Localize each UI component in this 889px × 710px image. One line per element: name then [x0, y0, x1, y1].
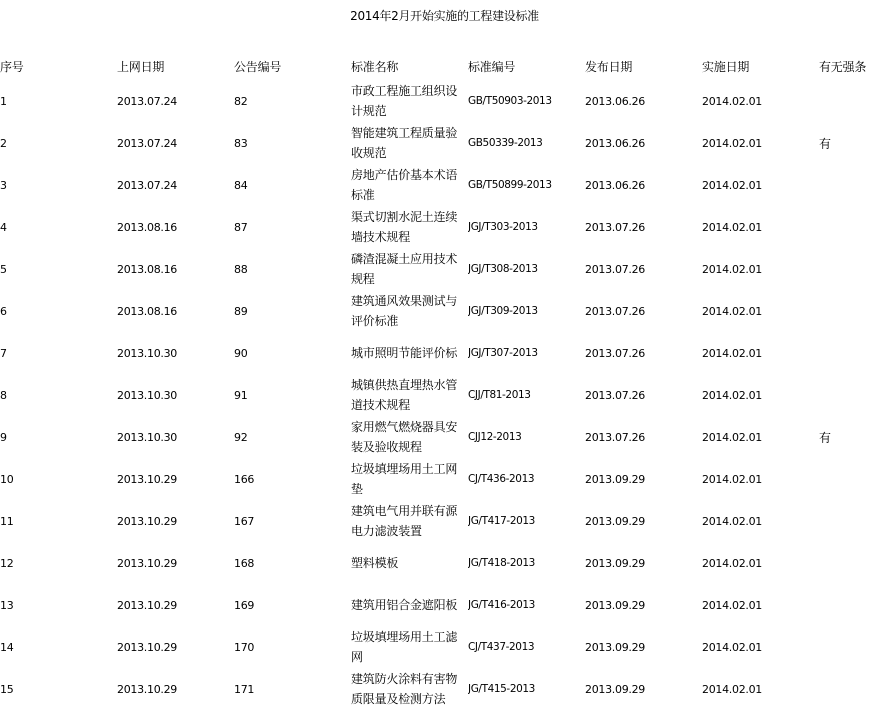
publish-date-cell: 2013.09.29: [585, 514, 645, 528]
mandatory-cell: [819, 458, 885, 500]
table-row: [0, 374, 885, 416]
effective-date-cell: 2014.02.01: [702, 514, 762, 528]
announcement-cell: 91: [234, 388, 248, 402]
mandatory-cell: 有: [819, 136, 831, 151]
table-row: [0, 248, 885, 290]
seq-cell: 4: [0, 220, 7, 234]
effective-date-cell: 2014.02.01: [702, 682, 762, 696]
online-date-cell: 2013.10.29: [117, 682, 177, 696]
publish-date-cell: 2013.07.26: [585, 430, 645, 444]
publish-date-cell: 2013.07.26: [585, 220, 645, 234]
table-row: [0, 500, 885, 542]
standard-name-cell: 市政工程施工组织设计规范: [351, 84, 458, 118]
effective-date-cell: 2014.02.01: [702, 220, 762, 234]
publish-date-cell: 2013.07.26: [585, 262, 645, 276]
standard-name-cell: 智能建筑工程质量验收规范: [351, 126, 458, 160]
standard-name-cell: 建筑通风效果测试与评价标准: [351, 294, 458, 328]
online-date-cell: 2013.10.29: [117, 514, 177, 528]
mandatory-cell: [819, 626, 885, 668]
table-row: [0, 164, 885, 206]
seq-cell: 7: [0, 346, 7, 360]
online-date-cell: 2013.10.29: [117, 556, 177, 570]
mandatory-cell: [819, 542, 885, 584]
standard-code-cell: CJ/T437-2013: [468, 641, 535, 653]
seq-cell: 15: [0, 682, 14, 696]
publish-date-cell: 2013.09.29: [585, 598, 645, 612]
standard-name-cell: 建筑防火涂料有害物质限量及检测方法: [351, 672, 458, 706]
standard-code-cell: CJJ/T81-2013: [468, 389, 531, 401]
seq-cell: 10: [0, 472, 14, 486]
seq-cell: 3: [0, 178, 7, 192]
mandatory-cell: 有: [819, 430, 831, 445]
online-date-cell: 2013.08.16: [117, 220, 177, 234]
effective-date-cell: 2014.02.01: [702, 430, 762, 444]
header-announcement: 公告编号: [234, 59, 282, 74]
mandatory-cell: [819, 206, 885, 248]
standards-table: [0, 52, 885, 710]
effective-date-cell: 2014.02.01: [702, 178, 762, 192]
mandatory-cell: [819, 584, 885, 626]
table-row: [0, 80, 885, 122]
seq-cell: 14: [0, 640, 14, 654]
standard-name-cell: 塑料模板: [351, 556, 399, 570]
standard-name-cell: 家用燃气燃烧器具安装及验收规程: [351, 420, 458, 454]
effective-date-cell: 2014.02.01: [702, 640, 762, 654]
announcement-cell: 83: [234, 136, 248, 150]
page-title: 2014年2月开始实施的工程建设标准: [350, 9, 539, 23]
effective-date-cell: 2014.02.01: [702, 136, 762, 150]
effective-date-cell: 2014.02.01: [702, 556, 762, 570]
table-row: [0, 290, 885, 332]
online-date-cell: 2013.10.29: [117, 640, 177, 654]
publish-date-cell: 2013.09.29: [585, 472, 645, 486]
seq-cell: 5: [0, 262, 7, 276]
seq-cell: 8: [0, 388, 7, 402]
seq-cell: 6: [0, 304, 7, 318]
announcement-cell: 170: [234, 640, 255, 654]
publish-date-cell: 2013.09.29: [585, 556, 645, 570]
announcement-cell: 169: [234, 598, 255, 612]
online-date-cell: 2013.10.30: [117, 430, 177, 444]
effective-date-cell: 2014.02.01: [702, 304, 762, 318]
standard-code-cell: JGJ/T307-2013: [468, 347, 538, 359]
header-mandatory: 有无强条: [819, 59, 867, 74]
table-row: [0, 542, 885, 584]
announcement-cell: 171: [234, 682, 255, 696]
table-row: [0, 584, 885, 626]
mandatory-cell: [819, 80, 885, 122]
standard-name-cell: 城市照明节能评价标: [351, 346, 458, 360]
mandatory-cell: [819, 290, 885, 332]
seq-cell: 1: [0, 94, 7, 108]
standard-code-cell: JGJ/T308-2013: [468, 263, 538, 275]
standard-name-cell: 垃圾填埋场用土工滤网: [351, 630, 458, 664]
publish-date-cell: 2013.07.26: [585, 304, 645, 318]
table-row: [0, 416, 885, 458]
online-date-cell: 2013.10.30: [117, 388, 177, 402]
table-row: [0, 626, 885, 668]
standard-name-cell: 城镇供热直埋热水管道技术规程: [351, 378, 458, 412]
announcement-cell: 166: [234, 472, 255, 486]
publish-date-cell: 2013.06.26: [585, 178, 645, 192]
announcement-cell: 89: [234, 304, 248, 318]
standard-name-cell: 建筑电气用并联有源电力滤波装置: [351, 504, 458, 538]
standard-code-cell: JGJ/T303-2013: [468, 221, 538, 233]
online-date-cell: 2013.07.24: [117, 136, 177, 150]
standard-name-cell: 建筑用铝合金遮阳板: [351, 598, 458, 612]
standard-name-cell: 垃圾填埋场用土工网垫: [351, 462, 458, 496]
table-body: [0, 80, 885, 710]
standard-code-cell: GB/T50899-2013: [468, 179, 552, 191]
effective-date-cell: 2014.02.01: [702, 388, 762, 402]
seq-cell: 12: [0, 556, 14, 570]
table-row: [0, 332, 885, 374]
standard-code-cell: JG/T416-2013: [468, 599, 535, 611]
header-publish-date: 发布日期: [585, 59, 633, 74]
online-date-cell: 2013.10.30: [117, 346, 177, 360]
online-date-cell: 2013.10.29: [117, 598, 177, 612]
seq-cell: 13: [0, 598, 14, 612]
announcement-cell: 168: [234, 556, 255, 570]
header-standard-name: 标准名称: [351, 59, 399, 74]
announcement-cell: 90: [234, 346, 248, 360]
standard-name-cell: 磷渣混凝土应用技术规程: [351, 252, 458, 286]
effective-date-cell: 2014.02.01: [702, 472, 762, 486]
online-date-cell: 2013.10.29: [117, 472, 177, 486]
seq-cell: 2: [0, 136, 7, 150]
standard-code-cell: JGJ/T309-2013: [468, 305, 538, 317]
standard-name-cell: 渠式切割水泥土连续墙技术规程: [351, 210, 458, 244]
standard-code-cell: JG/T415-2013: [468, 683, 535, 695]
table-row: [0, 206, 885, 248]
announcement-cell: 82: [234, 94, 248, 108]
table-row: [0, 458, 885, 500]
announcement-cell: 87: [234, 220, 248, 234]
effective-date-cell: 2014.02.01: [702, 598, 762, 612]
announcement-cell: 84: [234, 178, 248, 192]
publish-date-cell: 2013.09.29: [585, 682, 645, 696]
header-online-date: 上网日期: [117, 59, 165, 74]
publish-date-cell: 2013.07.26: [585, 388, 645, 402]
publish-date-cell: 2013.09.29: [585, 640, 645, 654]
effective-date-cell: 2014.02.01: [702, 94, 762, 108]
mandatory-cell: [819, 668, 885, 710]
seq-cell: 9: [0, 430, 7, 444]
online-date-cell: 2013.08.16: [117, 304, 177, 318]
mandatory-cell: [819, 500, 885, 542]
header-effective-date: 实施日期: [702, 59, 750, 74]
standard-code-cell: GB/T50903-2013: [468, 95, 552, 107]
online-date-cell: 2013.08.16: [117, 262, 177, 276]
mandatory-cell: [819, 332, 885, 374]
standard-code-cell: JG/T418-2013: [468, 557, 535, 569]
standard-code-cell: CJJ12-2013: [468, 431, 522, 443]
standard-code-cell: CJ/T436-2013: [468, 473, 535, 485]
announcement-cell: 92: [234, 430, 248, 444]
table-header-row: [0, 52, 885, 80]
header-seq: 序号: [0, 59, 24, 74]
mandatory-cell: [819, 248, 885, 290]
announcement-cell: 88: [234, 262, 248, 276]
publish-date-cell: 2013.07.26: [585, 346, 645, 360]
effective-date-cell: 2014.02.01: [702, 262, 762, 276]
header-standard-code: 标准编号: [468, 59, 516, 74]
publish-date-cell: 2013.06.26: [585, 94, 645, 108]
table-row: [0, 668, 885, 710]
mandatory-cell: [819, 374, 885, 416]
table-row: [0, 122, 885, 164]
publish-date-cell: 2013.06.26: [585, 136, 645, 150]
standard-code-cell: GB50339-2013: [468, 137, 543, 149]
standard-name-cell: 房地产估价基本术语标准: [351, 168, 458, 202]
effective-date-cell: 2014.02.01: [702, 346, 762, 360]
announcement-cell: 167: [234, 514, 255, 528]
mandatory-cell: [819, 164, 885, 206]
seq-cell: 11: [0, 514, 14, 528]
online-date-cell: 2013.07.24: [117, 178, 177, 192]
standard-code-cell: JG/T417-2013: [468, 515, 535, 527]
online-date-cell: 2013.07.24: [117, 94, 177, 108]
